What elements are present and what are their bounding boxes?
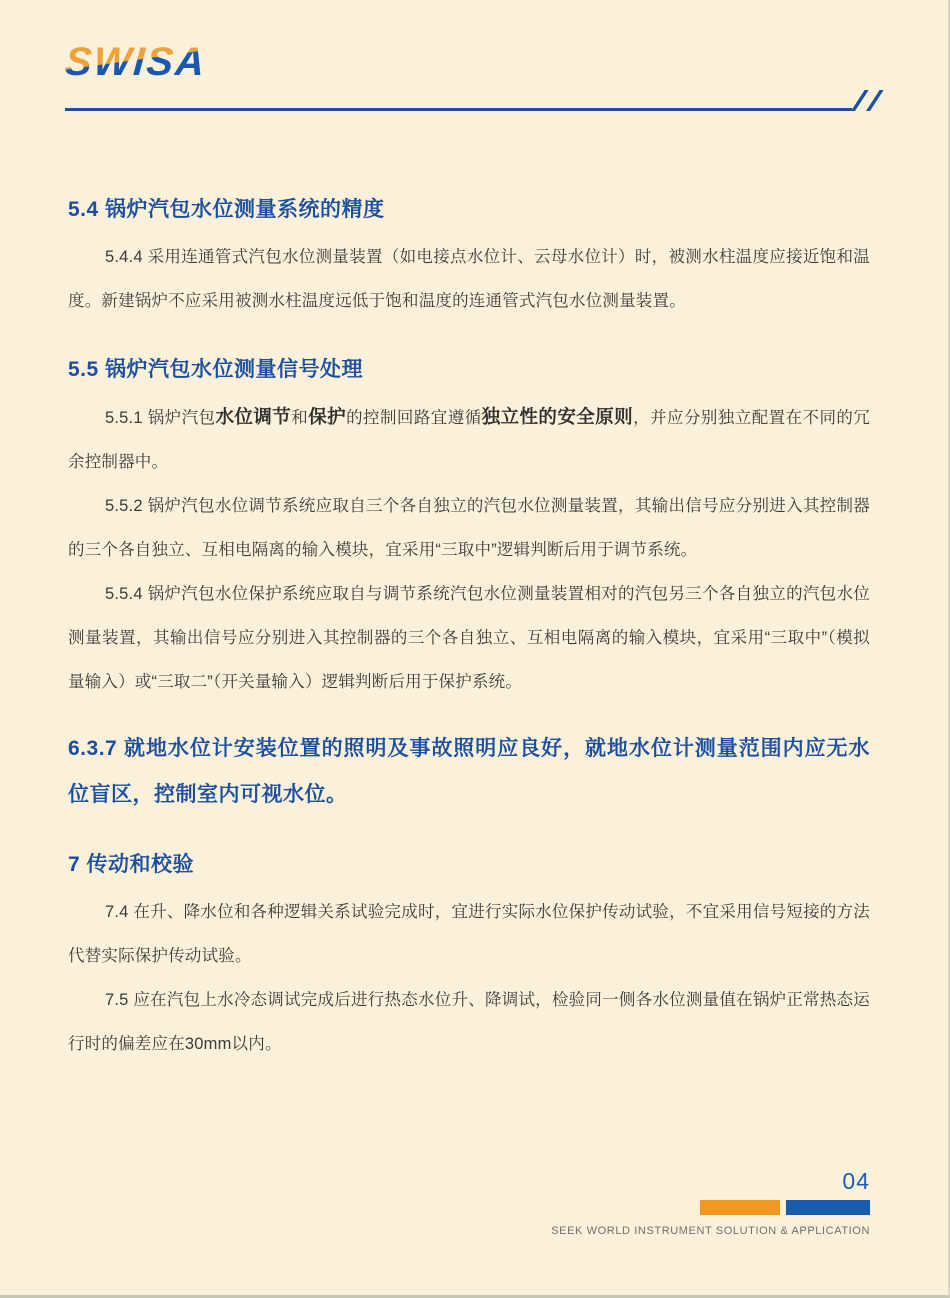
paragraph-5-4-4: 5.4.4 采用连通管式汽包水位测量装置（如电接点水位计、云母水位计）时，被测水柱温度应接近饱和温度。新建锅炉不应采用被测水柱温度远低于饱和温度的连通管式汽包水位测量装置。 <box>68 248 870 310</box>
double-slash-icon <box>851 90 869 111</box>
section-heading-7: 7 传动和校验 <box>68 853 195 876</box>
paragraph-5-5-1 <box>68 395 870 484</box>
paragraph-5-5-1-bold-term: 保护 <box>308 406 347 427</box>
paragraph-5-5-1-bold-term: 独立性的安全原则 <box>481 406 634 427</box>
page-header <box>0 0 948 111</box>
footer-blue-bar <box>786 1200 870 1215</box>
paragraph-5-5-1-text: 的控制回路宜遵循 <box>346 409 482 427</box>
paragraph-5-5-2: 5.5.2 锅炉汽包水位调节系统应取自三个各自独立的汽包水位测量装置，其输出信号应分别进入其控制器的三个各自独立、互相电隔离的输入模块，宜采用“三取中”逻辑判断后用于调节系统。 <box>68 497 870 559</box>
document-body <box>0 193 948 1066</box>
section-heading-5-4: 5.4 锅炉汽包水位测量系统的精度 <box>68 198 385 221</box>
footer-tagline: SEEK WORLD INSTRUMENT SOLUTION & APPLICATION <box>551 1225 870 1237</box>
section-heading-6-3-7: 6.3.7 就地水位计安装位置的照明及事故照明应良好，就地水位计测量范围内应无水位盲区，控制室内可视水位。 <box>68 737 870 806</box>
header-rule-line <box>65 108 852 111</box>
footer-bars <box>700 1200 870 1215</box>
double-slash-icon <box>866 90 884 111</box>
page-number: 04 <box>842 1168 870 1194</box>
header-rule <box>65 87 870 111</box>
paragraph-5-5-4: 5.5.4 锅炉汽包水位保护系统应取自与调节系统汽包水位测量装置相对的汽包另三个各自独立的汽包水位测量装置，其输出信号应分别进入其控制器的三个各自独立、互相电隔离的输入模块，宜采用“三取中”（模拟量输入）或“三取二”（开关量输入）逻辑判断后用于保护系统。 <box>68 585 870 691</box>
swisa-logo: SWISA <box>63 40 208 84</box>
paragraph-5-5-1-text: ，并应分别独立配置在不同的冗余控制器中。 <box>68 409 871 471</box>
footer-orange-bar <box>700 1200 780 1215</box>
paragraph-5-5-1-text: 和 <box>291 409 309 427</box>
paragraph-5-5-1-bold-term: 水位调节 <box>215 406 292 427</box>
page-footer <box>551 1168 870 1237</box>
paragraph-5-5-1-text: 5.5.1 锅炉汽包 <box>105 409 216 427</box>
paragraph-7-4: 7.4 在升、降水位和各种逻辑关系试验完成时，宜进行实际水位保护传动试验，不宜采用信号短接的方法代替实际保护传动试验。 <box>68 903 870 965</box>
section-heading-5-5: 5.5 锅炉汽包水位测量信号处理 <box>68 358 364 381</box>
paragraph-7-5: 7.5 应在汽包上水冷态调试完成后进行热态水位升、降调试，检验同一侧各水位测量值在锅炉正常热态运行时的偏差应在30mm以内。 <box>68 991 870 1053</box>
